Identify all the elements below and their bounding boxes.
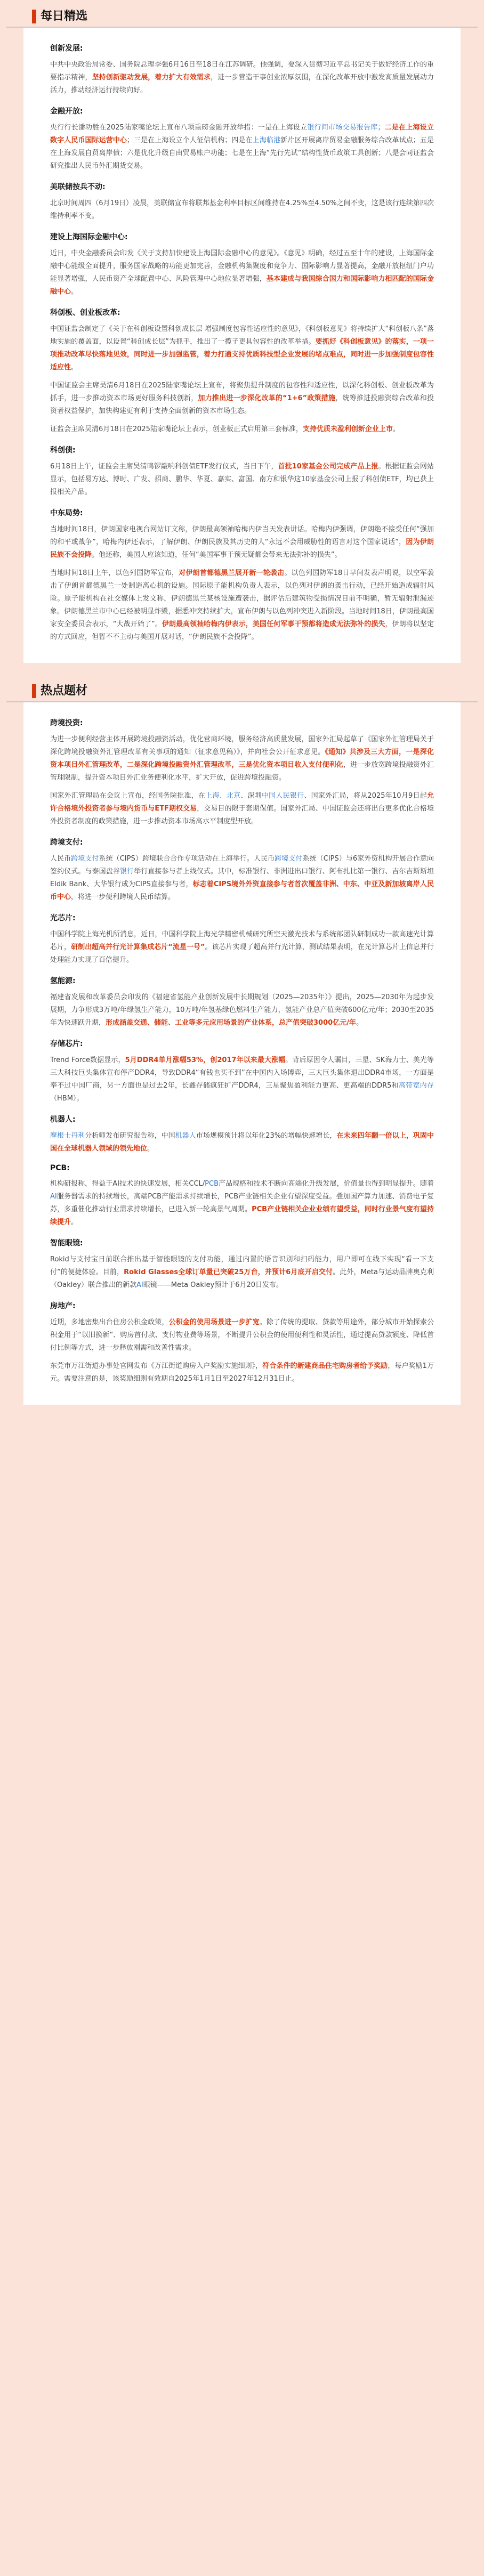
news-paragraph: [50, 523, 434, 562]
news-item-title: 科创债:: [50, 446, 76, 455]
highlight-text: 对伊朗首都德黑兰展开新一轮袭击: [179, 569, 285, 577]
section-rule: [6, 27, 478, 28]
keyword-link[interactable]: 高带宽内存: [398, 1082, 434, 1090]
highlight-text: 二是在上海设立数字人民币国际运营中心: [50, 124, 434, 144]
highlight-text: 形成涵盖交通、储能、工业等多元应用场景的产业体系，总产值突破3000亿元/年: [106, 1019, 356, 1027]
news-item: [50, 717, 434, 828]
highlight-text: 研制出超高并行光计算集成芯片“流星一号”: [71, 943, 205, 951]
section-header: [6, 675, 478, 702]
news-item: [50, 444, 434, 499]
body-text: 6月18日上午，证监会主席吴清鸣锣敲响科创债ETF发行仪式，当日下午，: [50, 463, 278, 471]
keyword-link[interactable]: 机器人: [175, 1132, 196, 1140]
news-item-title: 光芯片:: [50, 914, 76, 922]
keyword-link[interactable]: 跨境支付: [71, 855, 99, 863]
body-text: 。: [356, 1019, 363, 1027]
news-item-title: PCB:: [50, 1164, 70, 1172]
news-item: [50, 1164, 434, 1229]
body-text: 国家外汇管理局在会议上宣布，经国务院批准，在: [50, 792, 206, 800]
news-item: [50, 837, 434, 904]
news-item: [50, 975, 434, 1030]
news-item: [50, 106, 434, 173]
section-accent-bar: [32, 684, 36, 698]
keyword-link[interactable]: 银行间市场交易报告库: [307, 124, 378, 132]
body-text: 。此外，Meta与运动品牌奥克利（Oakley）联合推出的新款: [50, 1268, 434, 1289]
body-text: 系统（CIPS）与6家外资机构开展合作意向签约仪式。与泰国盘谷: [50, 855, 434, 876]
body-text: 东莞市万江街道办事处官网发布《万江街道购房入户奖励实施细则》，: [50, 1362, 263, 1370]
body-text: 证监会主席吴清6月18日在2025陆家嘴论坛上表示，创业板正式启用第三套标准，: [50, 425, 303, 433]
body-text: 系统（CIPS）跨境联合合作专项活动在上海举行。人民币: [99, 855, 275, 863]
news-item-title: 存储芯片:: [50, 1040, 83, 1048]
news-paragraph: [50, 991, 434, 1030]
keyword-link[interactable]: 中国人民银行: [261, 792, 304, 800]
body-text: 人民币: [50, 855, 71, 863]
news-item-title: 美联储按兵不动:: [50, 183, 106, 191]
news-paragraph: [50, 323, 434, 374]
news-paragraph: [50, 197, 434, 223]
news-paragraph: [50, 1360, 434, 1386]
news-paragraph: [50, 853, 434, 904]
news-item-title: 机器人:: [50, 1115, 76, 1124]
highlight-text: 伊朗最高领袖哈梅内伊表示，美国任何军事干预都将造成无法弥补的损失: [162, 620, 385, 628]
news-item-title: 房地产:: [50, 1302, 76, 1310]
body-text: 分析师发布研究报告称，中国: [85, 1132, 175, 1140]
news-item-title: 氢能源:: [50, 977, 76, 985]
body-text: 。: [71, 288, 78, 296]
body-text: 产品规格和技术不断向高端化升级发展，价值量也得到明显提升。随着: [219, 1180, 434, 1188]
keyword-link[interactable]: 银行: [119, 868, 134, 876]
highlight-text: 坚持创新驱动发展，着力扩大有效需求: [92, 74, 211, 82]
news-paragraph: [50, 1316, 434, 1355]
body-text: 为进一步便利经营主体开展跨境投融资活动，优化营商环境，服务经济高质量发展，国家外汇局起草了《国家外汇管理局关于深化跨境投融资外汇管理改革有关事项的通知（征求意见稿）》，并向社会公开征求意见。: [50, 735, 434, 756]
news-paragraph: [50, 1130, 434, 1155]
body-text: 央行行长潘功胜在2025陆家嘴论坛上宣布八项重磅金融开放举措：一是在上海设立: [50, 124, 308, 132]
body-text: 机构研报称，得益于AI技术的快速发展，相关CCL/: [50, 1180, 205, 1188]
news-card: [23, 28, 461, 663]
body-text: 。背后原因令人瞩目，三星、SK海力士、美光等三大科技巨头集体宣布停产DDR4，导致DDR4“有钱也买不到”在中国内入场博弈，三大巨头集体退出DDR4市场，一方面是奉不过中国厂商，另一方面也是过去2年，长鑫存储疯狂扩产DDR4，三星聚焦盈利能力更高、更高端的DDR5和: [50, 1056, 434, 1090]
body-text: ，进一步放宽跨境投融资外汇管理限制，提升资本项目外汇业务便利化水平，扩大开放，促进跨境投融资。: [50, 761, 434, 782]
news-item: [50, 1038, 434, 1105]
news-item: [50, 307, 434, 436]
body-text: ；: [377, 124, 385, 132]
body-text: ，伊朗将以坚定的方式回应，但暂不不主动与美国开展对话，“伊朗民族不会投降”。: [50, 620, 434, 641]
news-item-title: 创新发展:: [50, 44, 83, 53]
body-text: 福建省发展和改革委员会印发的《福建省氢能产业创新发展中长期规划（2025—2035年）》提出，2025—2030年为起步发展期，力争形成3万吨/年绿氢生产能力，10万吨/年氢基绿色燃料生产能力，氢能产业总产值突破600亿元/年；2030至2035年为快速跃升期，: [50, 993, 434, 1027]
body-text: 当地时间18日，伊朗国家电视台网站订文称，伊朗最高领袖哈梅内伊当天发表讲话。哈梅内伊强调，伊朗绝不接受任何“强加的和平或战争”，哈梅内伊还表示，了解伊朗、伊朗民族及其历史的人“永远不会用威胁性的语言对这个国家说话”，: [50, 525, 434, 546]
body-text: 。: [147, 1145, 155, 1153]
news-card: [23, 702, 461, 1405]
highlight-text: PCB产业链相关企业业绩有望受益，同时行业景气度有望持续提升: [50, 1205, 434, 1226]
body-text: ；三是在上海设立个人征信机构；四是在: [127, 136, 253, 144]
news-item-title: 金融开放:: [50, 107, 83, 116]
body-text: 。根据证监会网站显示，包括易方达、博时、广发、招商、鹏华、华夏、嘉实、富国、南方和银华这10家基金公司上报了科创债ETF，均已获上报相关产品。: [50, 463, 434, 496]
news-paragraph: [50, 928, 434, 967]
keyword-link[interactable]: 跨境支付: [275, 855, 303, 863]
news-paragraph: [50, 1178, 434, 1229]
news-item-title: 跨境投资:: [50, 719, 83, 727]
body-text: 举行直接参与者上线仪式。其中，标准银行、非洲进出口银行、阿布扎比第一银行、吉尔吉斯斯坦Eldik Bank、大华银行成为CIPS直接参与者，: [50, 868, 434, 888]
news-item: [50, 181, 434, 223]
news-item-title: 科创板、创业板改革:: [50, 309, 120, 317]
news-item: [50, 507, 434, 644]
keyword-link[interactable]: AI: [136, 1281, 143, 1289]
highlight-text: 符合条件的新建商品住宅购房者给予奖励: [262, 1362, 388, 1370]
news-item: [50, 1114, 434, 1155]
news-paragraph: [50, 247, 434, 298]
body-text: 。: [71, 363, 78, 371]
body-text: 市场规模预计将以年化23%的增幅快速增长，: [196, 1132, 337, 1140]
news-paragraph: [50, 59, 434, 97]
highlight-text: 5月DDR4单月涨幅53%，创2017年以来最大涨幅: [125, 1056, 286, 1064]
news-paragraph: [50, 379, 434, 418]
highlight-text: 在未来四年翻一倍以上，巩固中国在全球机器人领域的领先地位: [50, 1132, 434, 1153]
body-text: 中国证监会主席吴清6月18日在2025陆家嘴论坛上宣布，将聚焦提升制度的包容性和适应性，以深化科创板、创业板改革为抓手，进一步推动资本市场更好服务科技创新，: [50, 382, 434, 402]
section-daily-picks: [6, 0, 478, 663]
keyword-link[interactable]: 上海临港: [252, 136, 281, 144]
body-text: 。: [392, 425, 400, 433]
highlight-text: 要抓好《科创板意见》的落实，一项一项推动改革尽快落地见效，同时进一步加强监管，着力打通支持优质科技型企业发展的堵点难点，同时进一步加强制度包容性适应性: [50, 338, 434, 371]
body-text: 。该芯片实现了超高并行光计算，测试结果表明，在光计算芯片上信息并行处理能力实现了百倍提升。: [50, 943, 434, 964]
body-text: ，每户奖励1万元。需要注意的是，该奖励细则有效期自2025年1月1日至2027年12月31日止。: [50, 1362, 434, 1383]
highlight-text: Rokid Glasses全球订单量已突破25万台，并预计6月底开启交付: [124, 1268, 333, 1276]
highlight-text: 加力推出进一步深化改革的“1+6”政策措施: [198, 394, 336, 402]
news-item: [50, 231, 434, 298]
highlight-text: 公积金的使用场景进一步扩宽: [168, 1318, 260, 1326]
news-paragraph: [50, 1054, 434, 1105]
body-text: 中国科学院上海光机所消息，近日，中国科学院上海光学精密机械研究所空天激光技术与系统部团队研制成功一款高速光计算芯片，: [50, 930, 434, 951]
news-item: [50, 912, 434, 967]
news-item-title: 跨境支付:: [50, 838, 83, 847]
body-text: 近日，中央金融委员会印发《关于支持加快建设上海国际金融中心的意见》。《意见》明确，经过五至十年的建设，上海国际金融中心能级全面提升，服务国家战略的功能更加完善，金融机构集聚度和竞争力、国际影响力显著提高，金融开放枢纽门户功能显著增强，人民币资产全球配置中心、风险管理中心地位显著增强，: [50, 249, 434, 283]
body-text: 、深圳: [240, 792, 262, 800]
keyword-link[interactable]: 摩根士丹利: [50, 1132, 85, 1140]
section-header: [6, 0, 478, 28]
body-text: ，将进一步便利跨境人民币结算。: [71, 893, 175, 901]
keyword-link[interactable]: PCB: [205, 1180, 219, 1188]
news-item-title: 中东局势:: [50, 509, 83, 517]
body-text: 服务器需求的持续增长，高端PCB产能需求持续增长，PCB产业链相关企业有望深度受益。叠加国产算力加速、消费电子复苏，多重催化推动行业需求持续增长，已进入新一轮高景气周期。: [50, 1193, 434, 1213]
body-text: 近期，多地密集出台住房公积金政策，: [50, 1318, 169, 1326]
body-text: 。除了传统的提取、贷款等用途外，部分城市开始探索公积金用于“以旧换新”、购房首付款、支付物业费等场景，不断提升公积金的使用便利性和灵活性，通过提高贷款额度、降低首付比例等方式，进一步释放刚需和改善性需求。: [50, 1318, 434, 1352]
section-title: 热点题材: [41, 684, 88, 698]
body-text: 中共中央政治局常委、国务院总理李强6月16日至18日在江苏调研。他强调，要深入贯彻习近平总书记关于做好经济工作的重要指示精神，: [50, 61, 434, 82]
news-paragraph: [50, 567, 434, 644]
body-text: 、国家外汇局，将从2025年10月9日起: [304, 792, 427, 800]
section-rule: [6, 701, 478, 702]
body-text: 新片区开展离岸贸易金融服务综合改革试点；五是在上海发展自贸离岸债；六是优化升级自由贸易账户功能；七是在上海“先行先试”结构性货币政策工具创新；八是会同证监会研究推出人民币外汇期货交易。: [50, 136, 434, 170]
news-paragraph: [50, 790, 434, 828]
keyword-link[interactable]: AI: [50, 1193, 57, 1201]
body-text: 。他还称，美国人应该知道，任何“美国军事干预无疑都会带来无法弥补的损失”。: [92, 551, 342, 559]
highlight-text: 因为伊朗民族不会投降: [50, 538, 434, 559]
body-text: ，统筹推进投融资综合改革和投资者权益保护，加快构建更有利于支持全面创新的资本市场生态。: [50, 394, 434, 415]
news-item: [50, 1237, 434, 1292]
body-text: 。: [71, 1218, 78, 1226]
highlight-text: 《通知》共涉及三大方面，一是深化资本项目外汇管理改革，二是深化跨境投融资外汇管理改革，三是优化资本项目收入支付便利化: [50, 748, 434, 769]
news-item: [50, 1300, 434, 1386]
section-hot-topics: [6, 675, 478, 1405]
body-text: ，进一步营造干事创业浓厚氛围，在深化改革开放中激发高质量发展动力活力，推动经济运行持续向好。: [50, 74, 434, 94]
body-text: Trend Force数据显示，: [50, 1056, 125, 1064]
highlight-text: 首批10家基金公司完成产品上报: [278, 463, 378, 471]
news-paragraph: [50, 733, 434, 784]
body-text: 当地时间18日上午，以色列国防军宣布，: [50, 569, 179, 577]
news-paragraph: [50, 423, 434, 436]
keyword-link[interactable]: 上海、北京: [205, 792, 241, 800]
body-text: 中国证监会制定了《关于在科创板设置科创成长层 增强制度包容性适应性的意见》，《科创板意见》将持续扩大“科创板八条”落地实施的覆盖面，以设置“科创成长层”为抓手，推出了一揽子更具包容性的改革举措。: [50, 325, 434, 346]
section-title: 每日精选: [41, 10, 88, 23]
highlight-text: 基本建成与我国综合国力和国际影响力相匹配的国际金融中心: [50, 275, 434, 296]
news-item-title: 建设上海国际金融中心:: [50, 233, 128, 241]
news-paragraph: [50, 460, 434, 499]
news-paragraph: [50, 1253, 434, 1292]
news-item-title: 智能眼镜:: [50, 1239, 83, 1248]
body-text: 眼镜——Meta Oakley预计于6月20日发布。: [143, 1281, 284, 1289]
body-text: （HBM）。: [50, 1095, 84, 1103]
body-text: Rokid与支付宝日前联合推出基于智能眼镜的支付功能，通过内置的语音识别和扫码能力，用户即可在线下实现“看一下支付”的便捷体验。目前，: [50, 1255, 434, 1276]
body-text: ，交易目的限于套期保值。国家外汇局、中国证监会还将出台更多优化合格境外投资者制度的政策措施，进一步推动资本市场高水平制度型开放。: [50, 805, 434, 825]
news-item: [50, 43, 434, 97]
highlight-text: 支持优质未盈利创新企业上市: [302, 425, 393, 433]
body-text: 北京时间周四（6月19日）凌晨，美联储宣布将联邦基金利率目标区间维持在4.25%至4.50%之间不变，这是该行连续第四次维持利率不变。: [50, 199, 434, 220]
highlight-text: 标志着CIPS境外外资直接参与者首次覆盖非洲、中东、中亚及新加坡离岸人民币中心: [50, 880, 434, 901]
news-paragraph: [50, 121, 434, 173]
section-accent-bar: [32, 10, 36, 23]
highlight-text: 允许合格境外投资者参与境内货币与ETF期权交易: [50, 792, 434, 813]
body-text: 。以色列国防军18日早间发表声明说，以空军袭击了伊朗首都德黑兰一处制造离心机的设施。国际原子能机构负责人表示，以色列对伊朗的袭击行动，已经开始造成辐射风险。原子能机构在社交媒体上发文称，伊朗德黑兰某核设施遭袭击，据评估后建筑物受损情况目前不明确，暂无辐射泄漏迹象。伊朗德黑兰市中心已经被明显炸毁，据悉冲突持续扩大，宣布伊朗与以色列冲突进入新阶段。当地时间18日，伊朗最高国家安全委员会表示，“大战开始了”。: [50, 569, 434, 628]
